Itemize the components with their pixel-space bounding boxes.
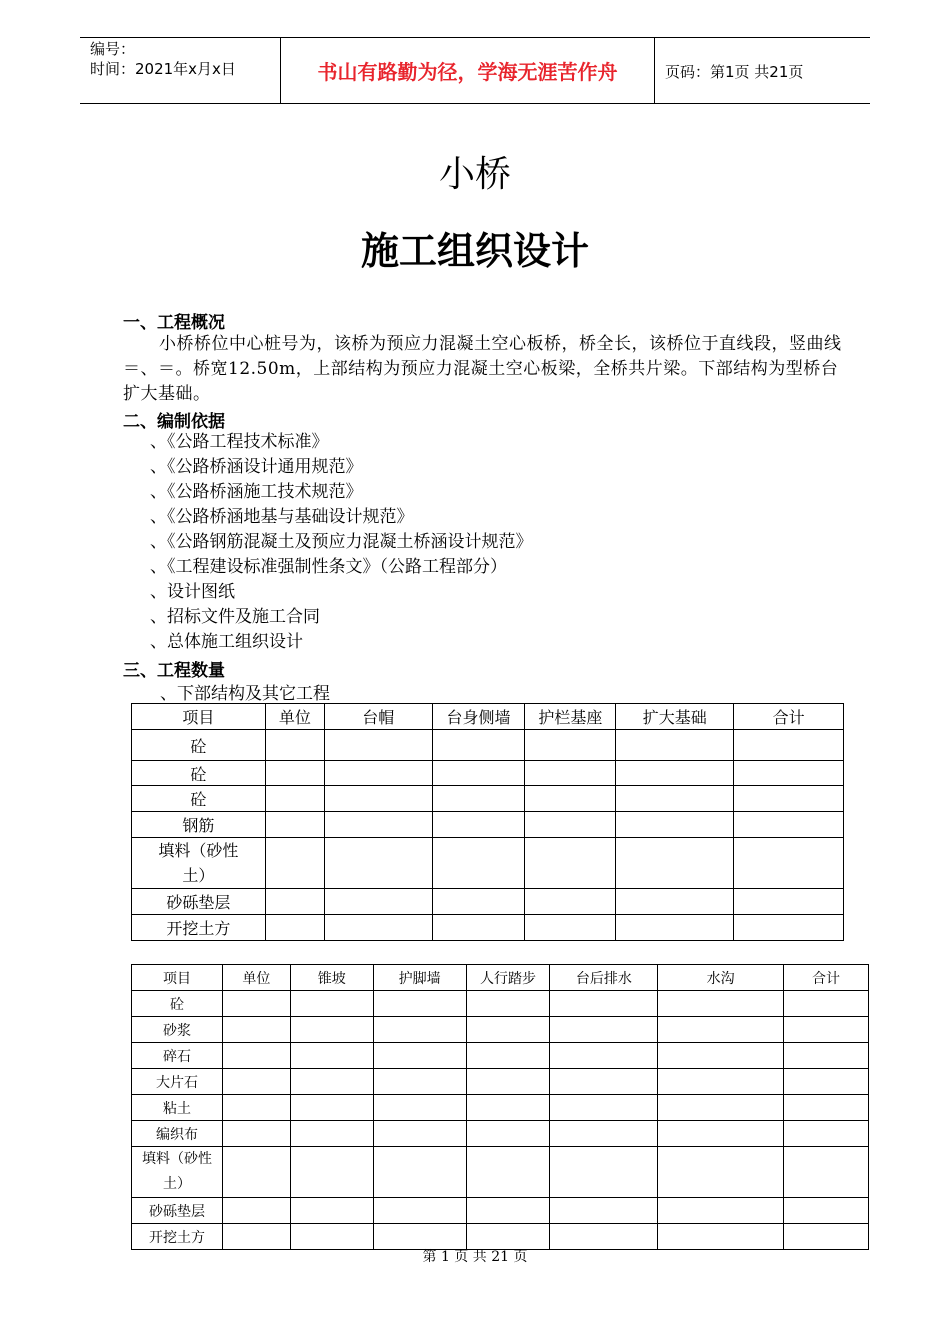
table-header-cell: 锥坡 bbox=[290, 965, 373, 991]
section-2-heading: 二、编制依据 bbox=[123, 412, 225, 432]
table-header-cell: 水沟 bbox=[658, 965, 784, 991]
section-1-text: 小桥桥位中心桩号为，该桥为预应力混凝土空心板桥，桥全长，该桥位于直线段，竖曲线＝、＝。桥宽12.50m，上部结构为预应力混凝土空心板梁，全桥共片梁。下部结构为型桥台扩大基础。 bbox=[123, 334, 842, 404]
header-time-label: 时间：2021年x月x日 bbox=[90, 60, 236, 78]
list-item: 、总体施工组织设计 bbox=[150, 632, 303, 652]
list-item: 、《公路桥涵设计通用规范》 bbox=[150, 457, 363, 477]
row-label: 砂砾垫层 bbox=[132, 1198, 223, 1224]
row-label: 砼 bbox=[132, 761, 266, 786]
table-header-cell: 项目 bbox=[132, 704, 266, 730]
list-item: 、《公路工程技术标准》 bbox=[150, 432, 329, 452]
table-row bbox=[132, 1198, 869, 1224]
list-item: 、招标文件及施工合同 bbox=[150, 607, 320, 627]
table-header-cell: 人行踏步 bbox=[466, 965, 550, 991]
header-number-label: 编号： bbox=[90, 40, 136, 58]
header-meta bbox=[90, 39, 236, 79]
table-row bbox=[132, 812, 844, 838]
table-header-row bbox=[132, 704, 844, 730]
list-item: 、设计图纸 bbox=[150, 582, 235, 602]
table-row bbox=[132, 786, 844, 812]
list-item: 、《公路钢筋混凝土及预应力混凝土桥涵设计规范》 bbox=[150, 532, 533, 552]
row-label: 钢筋 bbox=[132, 812, 266, 838]
table-header-cell: 扩大基础 bbox=[616, 704, 734, 730]
row-label: 编织布 bbox=[132, 1121, 223, 1147]
table-header-cell: 护栏基座 bbox=[525, 704, 616, 730]
doc-title-line1: 小桥 bbox=[438, 154, 511, 195]
list-item: 、《公路桥涵地基与基础设计规范》 bbox=[150, 507, 414, 527]
table-header-cell: 台身侧墙 bbox=[432, 704, 525, 730]
section-3-heading: 三、工程数量 bbox=[123, 661, 225, 681]
table-header-cell: 护脚墙 bbox=[373, 965, 466, 991]
row-label: 开挖土方 bbox=[132, 1224, 223, 1250]
table-header-row bbox=[132, 965, 869, 991]
list-item: 、《公路桥涵施工技术规范》 bbox=[150, 482, 363, 502]
row-label: 填料（砂性土） bbox=[132, 1147, 223, 1198]
row-label: 砼 bbox=[132, 786, 266, 812]
table-header-cell: 单位 bbox=[265, 704, 324, 730]
page-footer: 第 1 页 共 21 页 bbox=[422, 1249, 528, 1265]
row-label: 砂浆 bbox=[132, 1017, 223, 1043]
section-1-heading: 一、工程概况 bbox=[123, 313, 225, 333]
row-label: 砂砾垫层 bbox=[132, 889, 266, 915]
row-label: 开挖土方 bbox=[132, 915, 266, 941]
reference-list bbox=[150, 430, 533, 655]
table-row bbox=[132, 915, 844, 941]
table-row bbox=[132, 838, 844, 889]
table-row bbox=[132, 1121, 869, 1147]
section-3-sublabel: 、下部结构及其它工程 bbox=[160, 684, 330, 704]
table-row bbox=[132, 1095, 869, 1121]
quantity-table-1 bbox=[131, 703, 844, 941]
row-label: 填料（砂性土） bbox=[132, 838, 266, 889]
table-row bbox=[132, 1069, 869, 1095]
header-motto: 书山有路勤为径，学海无涯苦作舟 bbox=[317, 60, 618, 84]
table-row bbox=[132, 1043, 869, 1069]
quantity-table-2 bbox=[131, 964, 869, 1250]
row-label: 砼 bbox=[132, 991, 223, 1017]
table-row bbox=[132, 730, 844, 761]
table-header-cell: 台帽 bbox=[324, 704, 432, 730]
header-page-info: 页码：第1页 共21页 bbox=[665, 63, 804, 81]
table-header-cell: 项目 bbox=[132, 965, 223, 991]
table-row bbox=[132, 1017, 869, 1043]
table-row bbox=[132, 991, 869, 1017]
row-label: 砼 bbox=[132, 730, 266, 761]
table-row bbox=[132, 889, 844, 915]
table-header-cell: 单位 bbox=[222, 965, 290, 991]
row-label: 碎石 bbox=[132, 1043, 223, 1069]
list-item: 、《工程建设标准强制性条文》（公路工程部分） bbox=[150, 557, 507, 577]
doc-title-line2: 施工组织设计 bbox=[360, 229, 589, 273]
table-header-cell: 合计 bbox=[784, 965, 869, 991]
table-row bbox=[132, 761, 844, 786]
header-divider-right bbox=[654, 37, 655, 104]
page-header bbox=[80, 37, 870, 104]
row-label: 粘土 bbox=[132, 1095, 223, 1121]
table-row bbox=[132, 1147, 869, 1198]
table-header-cell: 台后排水 bbox=[550, 965, 658, 991]
table-header-cell: 合计 bbox=[734, 704, 844, 730]
row-label: 大片石 bbox=[132, 1069, 223, 1095]
